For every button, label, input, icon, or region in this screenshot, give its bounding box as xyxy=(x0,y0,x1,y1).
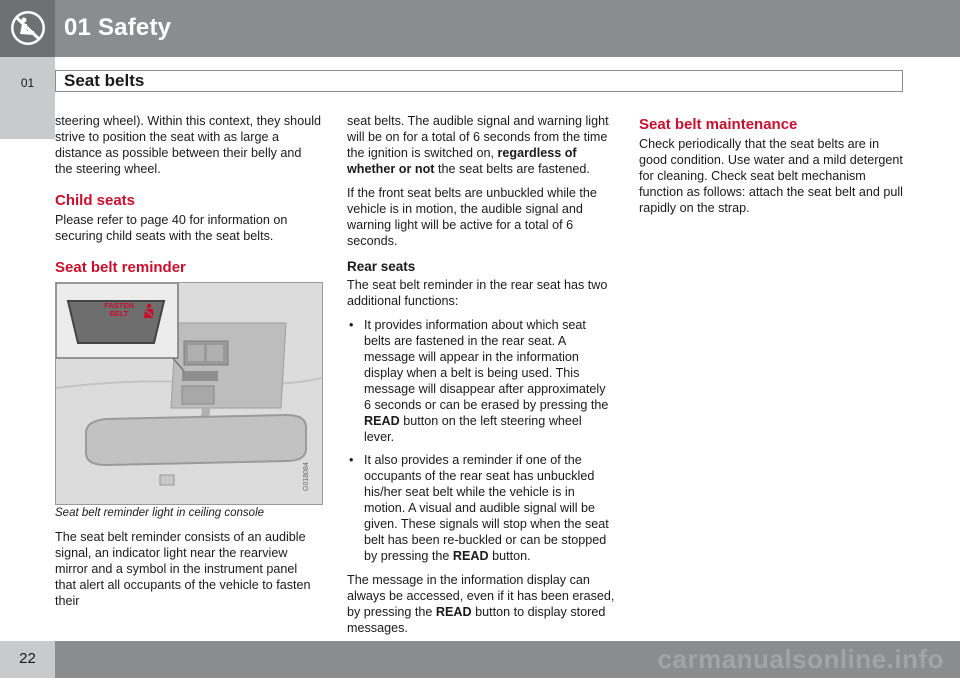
fasten-belt-indicator xyxy=(96,302,142,318)
unbuckled-paragraph: If the front seat belts are unbuckled while the vehicle is in motion, the audible signal and warning light will be active for a total of 6 seconds. xyxy=(347,186,597,248)
signal-paragraph xyxy=(347,113,615,177)
fasten-text: FASTEN xyxy=(104,301,134,310)
child-seats-paragraph: Please refer to page 40 for information on securing child seats with the seat belts. xyxy=(55,213,288,243)
stored-messages-text-a: The message in the information display can always be accessed, even if it has been erased, by pressing the xyxy=(347,573,615,619)
column-1 xyxy=(55,113,321,617)
list-item xyxy=(347,317,615,445)
maintenance-paragraph: Check periodically that the seat belts are in good condition. Use water and a mild detergent for cleaning. Check seat belt mechanism function as follows: attach the seat belt and pull rapidly on the strap. xyxy=(639,137,903,215)
figure-code: G018084 xyxy=(303,462,310,491)
rear-seats-heading: Rear seats xyxy=(347,259,416,274)
seat-belt-maintenance-heading: Seat belt maintenance xyxy=(639,116,798,133)
section-title: Seat belts xyxy=(64,71,145,90)
column-2 xyxy=(347,113,615,644)
bullet-2-text-b: button. xyxy=(492,549,531,563)
site-watermark: carmanualsonline.info xyxy=(657,644,944,674)
reminder-body-paragraph: The seat belt reminder consists of an audible signal, an indicator light near the rearview mirror and a symbol in the instrument panel that alert all occupants of the vehicle to fasten their xyxy=(55,530,311,608)
bullet-1-text-b: button on the left steering wheel lever. xyxy=(364,414,582,444)
figure-caption: Seat belt reminder light in ceiling console xyxy=(55,507,265,519)
chapter-tab-label: 01 xyxy=(20,76,35,90)
bullet-1-text-a: It provides information about which seat belts are fastened in the rear seat. A message will appear in the information display when a belt is being used. This message will disappear after approximately 6 seconds or can be erased by pressing the xyxy=(364,318,609,412)
column-3 xyxy=(639,101,907,224)
stored-messages-text-b: button to display stored messages. xyxy=(347,605,606,635)
bullet-2-read-label: READ xyxy=(452,549,489,563)
seat-belt-warning-icon xyxy=(142,303,156,319)
signal-text-b: the seat belts are fastened. xyxy=(437,162,590,176)
signal-text-bold: regardless of whether or not xyxy=(347,146,577,176)
section-title-bar xyxy=(55,70,903,92)
signal-text-a: seat belts. The audible signal and warning light will be on for a total of 6 seconds from the time the ignition is switched on, xyxy=(347,114,609,160)
page-number: 22 xyxy=(19,650,36,667)
list-item xyxy=(347,452,615,564)
bullet-2-text-a: It also provides a reminder if one of the occupants of the rear seat has unbuckled his/her seat belt while the vehicle is in motion. A visual and audible signal will be given. These signals will stop when the seat belt has been re-buckled or can be stopped by pressing the xyxy=(364,453,609,563)
no-child-seat-icon xyxy=(0,0,55,57)
intro-paragraph: steering wheel). Within this context, they should strive to position the seat with as large a distance as possible between their belly and the steering wheel. xyxy=(55,114,321,176)
ceiling-console-figure xyxy=(55,282,323,505)
stored-messages-read-label: READ xyxy=(435,605,472,619)
chapter-side-tab xyxy=(0,57,55,139)
rear-seats-intro: The seat belt reminder in the rear seat has two additional functions: xyxy=(347,278,608,308)
stored-messages-paragraph xyxy=(347,572,615,636)
chapter-icon-box xyxy=(0,0,55,57)
seat-belt-reminder-heading: Seat belt reminder xyxy=(55,259,186,276)
bullet-1-read-label: READ xyxy=(364,414,400,428)
chapter-title: 01 Safety xyxy=(64,14,172,41)
child-seats-heading: Child seats xyxy=(55,192,136,209)
belt-text: BELT xyxy=(109,309,129,318)
rear-seats-function-list xyxy=(347,317,615,564)
